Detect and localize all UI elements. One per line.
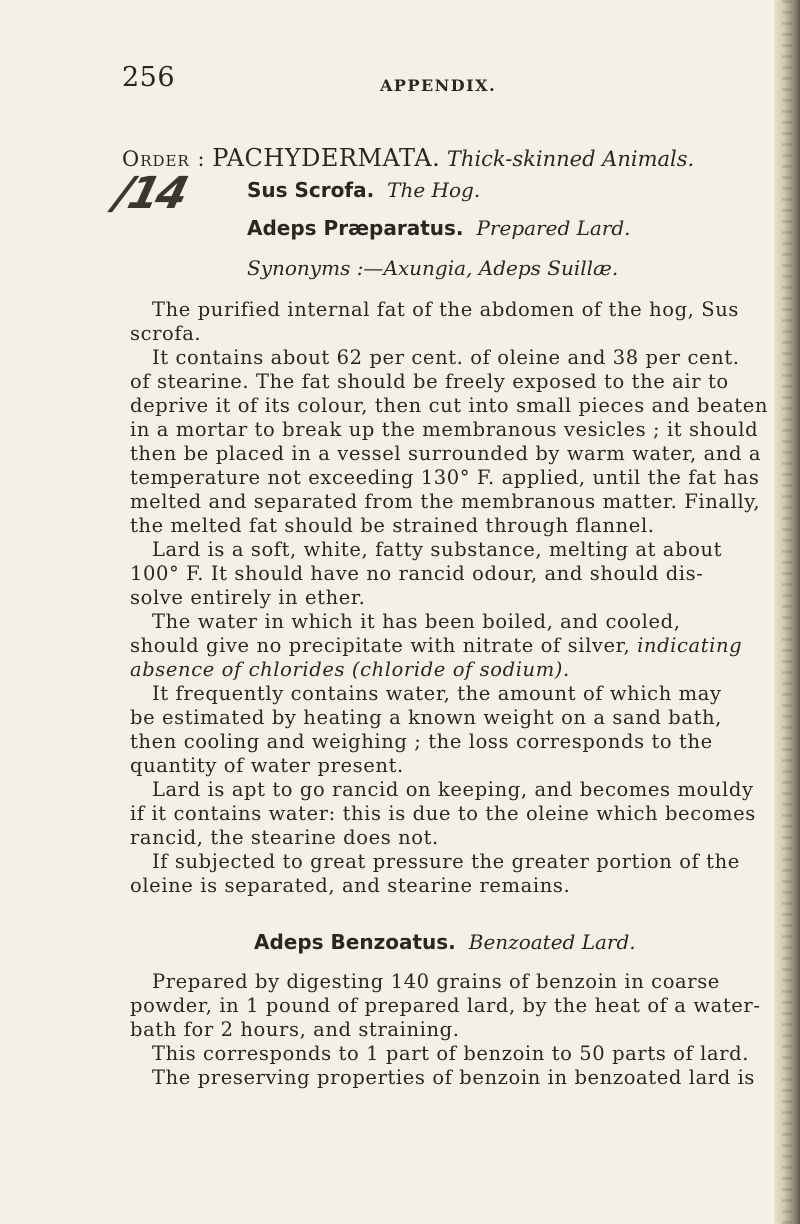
- species-common: The Hog.: [387, 178, 481, 202]
- text-line: deprive it of its colour, then cut into small pieces and beaten: [130, 394, 769, 417]
- species-latin: Sus Scrofa.: [247, 178, 375, 202]
- text-line: This corresponds to 1 part of benzoin to 50 parts of lard.: [152, 1042, 749, 1065]
- drug2-english: Benzoated Lard.: [468, 930, 636, 954]
- text-line: Lard is apt to go rancid on keeping, and becomes mouldy: [152, 778, 754, 801]
- text-line: 100° F. It should have no rancid odour, and should dis-: [130, 562, 704, 585]
- text-line: in a mortar to break up the membranous vesicles ; it should: [130, 418, 759, 441]
- text-line: solve entirely in ether.: [130, 586, 366, 609]
- running-head: APPENDIX.: [380, 76, 497, 95]
- text-line: scrofa.: [130, 322, 202, 345]
- page-number: 256: [122, 62, 176, 93]
- text-line: powder, in 1 pound of prepared lard, by the heat of a water-: [130, 994, 761, 1017]
- synonyms: [247, 256, 618, 280]
- drug1-heading: [247, 216, 631, 240]
- italic-fragment: indicating: [637, 634, 743, 657]
- text-line: quantity of water present.: [130, 754, 404, 777]
- text-line: the melted fat should be strained through flannel.: [130, 514, 655, 537]
- text-line: If subjected to great pressure the greater portion of the: [152, 850, 740, 873]
- text-line: absence of chlorides (chloride of sodium).: [130, 658, 570, 681]
- text-line: rancid, the stearine does not.: [130, 826, 439, 849]
- text-line: It contains about 62 per cent. of oleine and 38 per cent.: [152, 346, 740, 369]
- text-line: be estimated by heating a known weight on a sand bath,: [130, 706, 722, 729]
- text-fragment: should give no precipitate with nitrate of silver,: [130, 634, 631, 657]
- drug1-latin: Adeps Præparatus.: [247, 216, 464, 240]
- text-line: The preserving properties of benzoin in benzoated lard is: [152, 1066, 756, 1089]
- text-line: then be placed in a vessel surrounded by warm water, and a: [130, 442, 762, 465]
- text-line: It frequently contains water, the amount of which may: [152, 682, 722, 705]
- handwritten-annotation: /14: [109, 168, 191, 219]
- synonyms-label: Synonyms :—: [247, 256, 384, 280]
- text-line: oleine is separated, and stearine remains.: [130, 874, 571, 897]
- text-line: The purified internal fat of the abdomen of the hog, Sus: [152, 298, 739, 321]
- text-line: Lard is a soft, white, fatty substance, melting at about: [152, 538, 723, 561]
- order-label: Order :: [122, 147, 206, 171]
- species-heading: [247, 178, 480, 202]
- order-heading: [122, 144, 694, 172]
- text-line: if it contains water: this is due to the oleine which becomes: [130, 802, 756, 825]
- page-edge-texture: [782, 0, 792, 1224]
- text-line: bath for 2 hours, and straining.: [130, 1018, 460, 1041]
- text-line: of stearine. The fat should be freely exposed to the air to: [130, 370, 729, 393]
- text-line: The water in which it has been boiled, and cooled,: [152, 610, 681, 633]
- drug2-heading: [254, 930, 636, 954]
- text-line: then cooling and weighing ; the loss corresponds to the: [130, 730, 713, 753]
- order-common-name: Thick-skinned Animals.: [446, 147, 695, 171]
- order-name: PACHYDERMATA.: [212, 144, 441, 172]
- text-line: temperature not exceeding 130° F. applied, until the fat has: [130, 466, 760, 489]
- text-line: Prepared by digesting 140 grains of benzoin in coarse: [152, 970, 720, 993]
- drug2-latin: Adeps Benzoatus.: [254, 930, 456, 954]
- synonyms-values: Axungia, Adeps Suillæ.: [383, 256, 619, 280]
- text-line: melted and separated from the membranous matter. Finally,: [130, 490, 761, 513]
- text-line-with-italic: [130, 634, 742, 657]
- drug1-english: Prepared Lard.: [476, 216, 631, 240]
